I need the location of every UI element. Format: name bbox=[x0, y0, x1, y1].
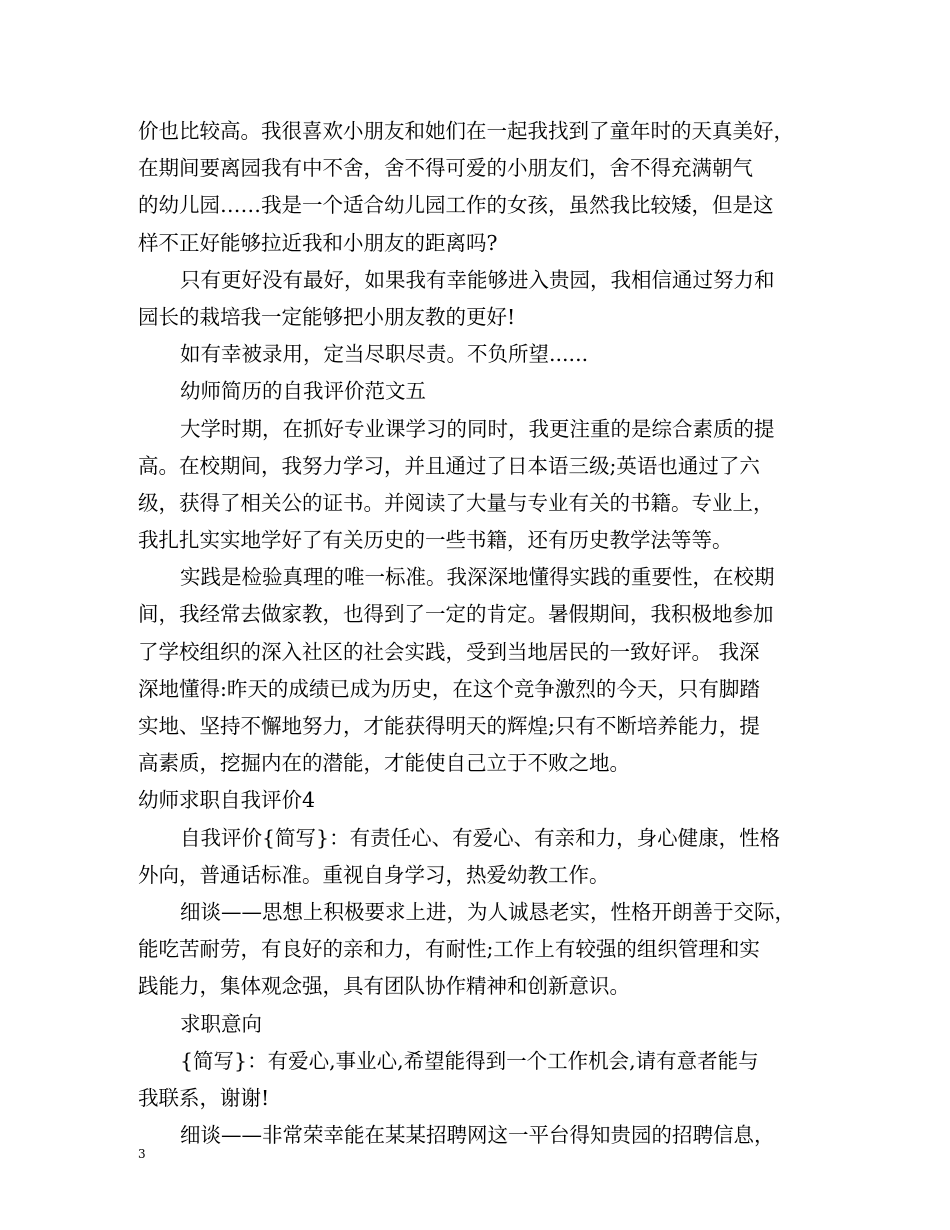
text-line: 我扎扎实实地学好了有关历史的一些书籍，还有历史教学法等等。 bbox=[138, 528, 733, 553]
text-line: 的幼儿园……我是一个适合幼儿园工作的女孩，虽然我比较矮，但是这 bbox=[138, 193, 774, 218]
text-line: {简写}：有爱心,事业心,希望能得到一个工作机会,请有意者能与 bbox=[180, 1048, 759, 1073]
text-line: 自我评价{简写}：有责任心、有爱心、有亲和力，身心健康，性格 bbox=[180, 825, 781, 850]
text-line: 深地懂得:昨天的成绩已成为历史，在这个竞争激烈的今天，只有脚踏 bbox=[138, 676, 760, 701]
text-line: 级，获得了相关公的证书。并阅读了大量与专业有关的书籍。专业上， bbox=[138, 490, 774, 515]
text-line: 幼师求职自我评价4 bbox=[138, 788, 316, 813]
text-line: 细谈——非常荣幸能在某某招聘网这一平台得知贵园的招聘信息， bbox=[180, 1123, 775, 1148]
text-line: 高。在校期间，我努力学习，并且通过了日本语三级;英语也通过了六 bbox=[138, 453, 760, 478]
text-line: 践能力，集体观念强，具有团队协作精神和创新意识。 bbox=[138, 974, 630, 999]
page-number: 3 bbox=[138, 1147, 146, 1161]
text-line: 如有幸被录用，定当尽职尽责。不负所望...... bbox=[180, 342, 589, 367]
document-body bbox=[138, 113, 818, 1154]
text-line: 园长的栽培我一定能够把小朋友教的更好! bbox=[138, 304, 516, 329]
text-line: 幼师简历的自我评价范文五 bbox=[180, 379, 426, 404]
text-line: 我联系，谢谢! bbox=[138, 1085, 270, 1110]
text-line: 求职意向 bbox=[180, 1011, 262, 1036]
text-line: 高素质，挖掘内在的潜能，才能使自己立于不败之地。 bbox=[138, 751, 630, 776]
text-line: 实践是检验真理的唯一标准。我深深地懂得实践的重要性，在校期 bbox=[180, 565, 775, 590]
text-line: 了学校组织的深入社区的社会实践，受到当地居民的一致好评。 我深 bbox=[138, 639, 760, 664]
text-line: 在期间要离园我有中不舍，舍不得可爱的小朋友们，舍不得充满朝气 bbox=[138, 156, 753, 181]
text-line: 能吃苦耐劳，有良好的亲和力，有耐性;工作上有较强的组织管理和实 bbox=[138, 937, 760, 962]
text-line: 细谈——思想上积极要求上进，为人诚恳老实，性格开朗善于交际， bbox=[180, 899, 795, 924]
text-line: 实地、坚持不懈地努力，才能获得明天的辉煌;只有不断培养能力，提 bbox=[138, 714, 760, 738]
text-line: 样不正好能够拉近我和小朋友的距离吗? bbox=[138, 230, 498, 255]
text-line: 外向，普通话标准。重视自身学习，热爱幼教工作。 bbox=[138, 862, 610, 887]
text-line: 只有更好没有最好，如果我有幸能够进入贵园，我相信通过努力和 bbox=[180, 267, 775, 292]
text-line: 大学时期，在抓好专业课学习的同时，我更注重的是综合素质的提 bbox=[180, 416, 775, 441]
text-line: 间，我经常去做家教，也得到了一定的肯定。暑假期间，我积极地参加 bbox=[138, 602, 774, 627]
text-line: 价也比较高。我很喜欢小朋友和她们在一起我找到了童年时的天真美好， bbox=[138, 119, 794, 143]
